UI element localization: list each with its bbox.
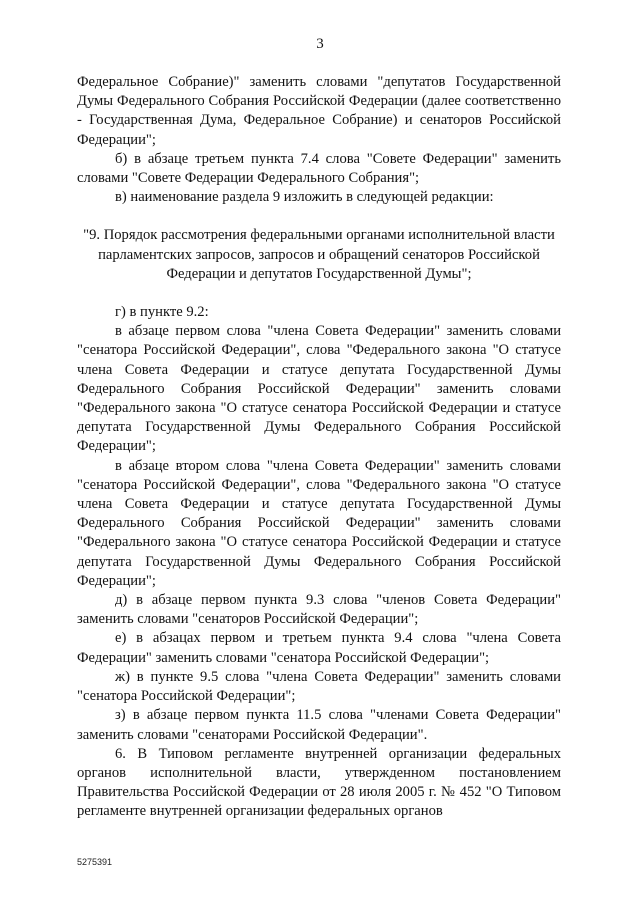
paragraph: в) наименование раздела 9 изложить в следующей редакции: [115, 189, 494, 206]
paragraph: в абзаце первом слова "члена Совета Федерации" заменить словами "сенатора Российской Федерации", слова "Федерального закона "О статусе члена Совета Федерации и статусе депутата Государственной Думы Федерального Собрания Российской Федерации" заменить словами "Федерального закона "О статусе сенатора Российской Федерации и статусе депутата Государственной Думы Федерального Собрания Российской Федерации"; [77, 323, 561, 455]
spacer [77, 284, 561, 303]
spacer [77, 207, 561, 226]
paragraph: б) в абзаце третьем пункта 7.4 слова "Совете Федерации" заменить словами "Совете Федерации Федерального Собрания"; [77, 150, 561, 187]
document-code: 5275391 [77, 857, 113, 867]
paragraph: е) в абзацах первом и третьем пункта 9.4 слова "члена Совета Федерации" заменить словами "сенатора Российской Федерации"; [77, 630, 561, 666]
paragraph: Федеральное Собрание)" заменить словами "депутатов Государственной Думы Федерального Собрания Российской Федерации (далее соответственно - Государственная Дума, Федеральное Собрание) и сенаторов Российской Федерации"; [77, 74, 561, 148]
paragraph: 6. В Типовом регламенте внутренней организации федеральных органов исполнительной власти, утвержденном постановлением Правительства Российской Федерации от 28 июля 2005 г. № 452 "О Типовом регламенте внутренней организации федеральных органов [77, 745, 561, 820]
paragraph: д) в абзаце первом пункта 9.3 слова "членов Совета Федерации" заменить словами "сенаторов Российской Федерации"; [77, 592, 561, 628]
paragraph: ж) в пункте 9.5 слова "члена Совета Федерации" заменить словами "сенатора Российской Федерации"; [77, 668, 561, 705]
document-body [77, 73, 561, 822]
section-title-quote: "9. Порядок рассмотрения федеральными органами исполнительной власти парламентских запросов, запросов и обращений сенаторов Российской Федерации и депутатов Государственной Думы"; [83, 227, 555, 282]
paragraph: в абзаце втором слова "члена Совета Федерации" заменить словами "сенатора Российской Федерации", слова "Федерального закона "О статусе члена Совета Федерации и статусе депутата Государственной Думы Федерального Собрания Российской Федерации" заменить словами "Федерального закона "О статусе сенатора Российской Федерации и статусе депутата Государственной Думы Федерального Собрания Российской Федерации"; [77, 457, 561, 589]
paragraph: з) в абзаце первом пункта 11.5 слова "членами Совета Федерации" заменить словами "сенаторами Российской Федерации". [77, 707, 561, 743]
paragraph: г) в пункте 9.2: [115, 304, 209, 321]
page-number: 3 [316, 36, 324, 52]
